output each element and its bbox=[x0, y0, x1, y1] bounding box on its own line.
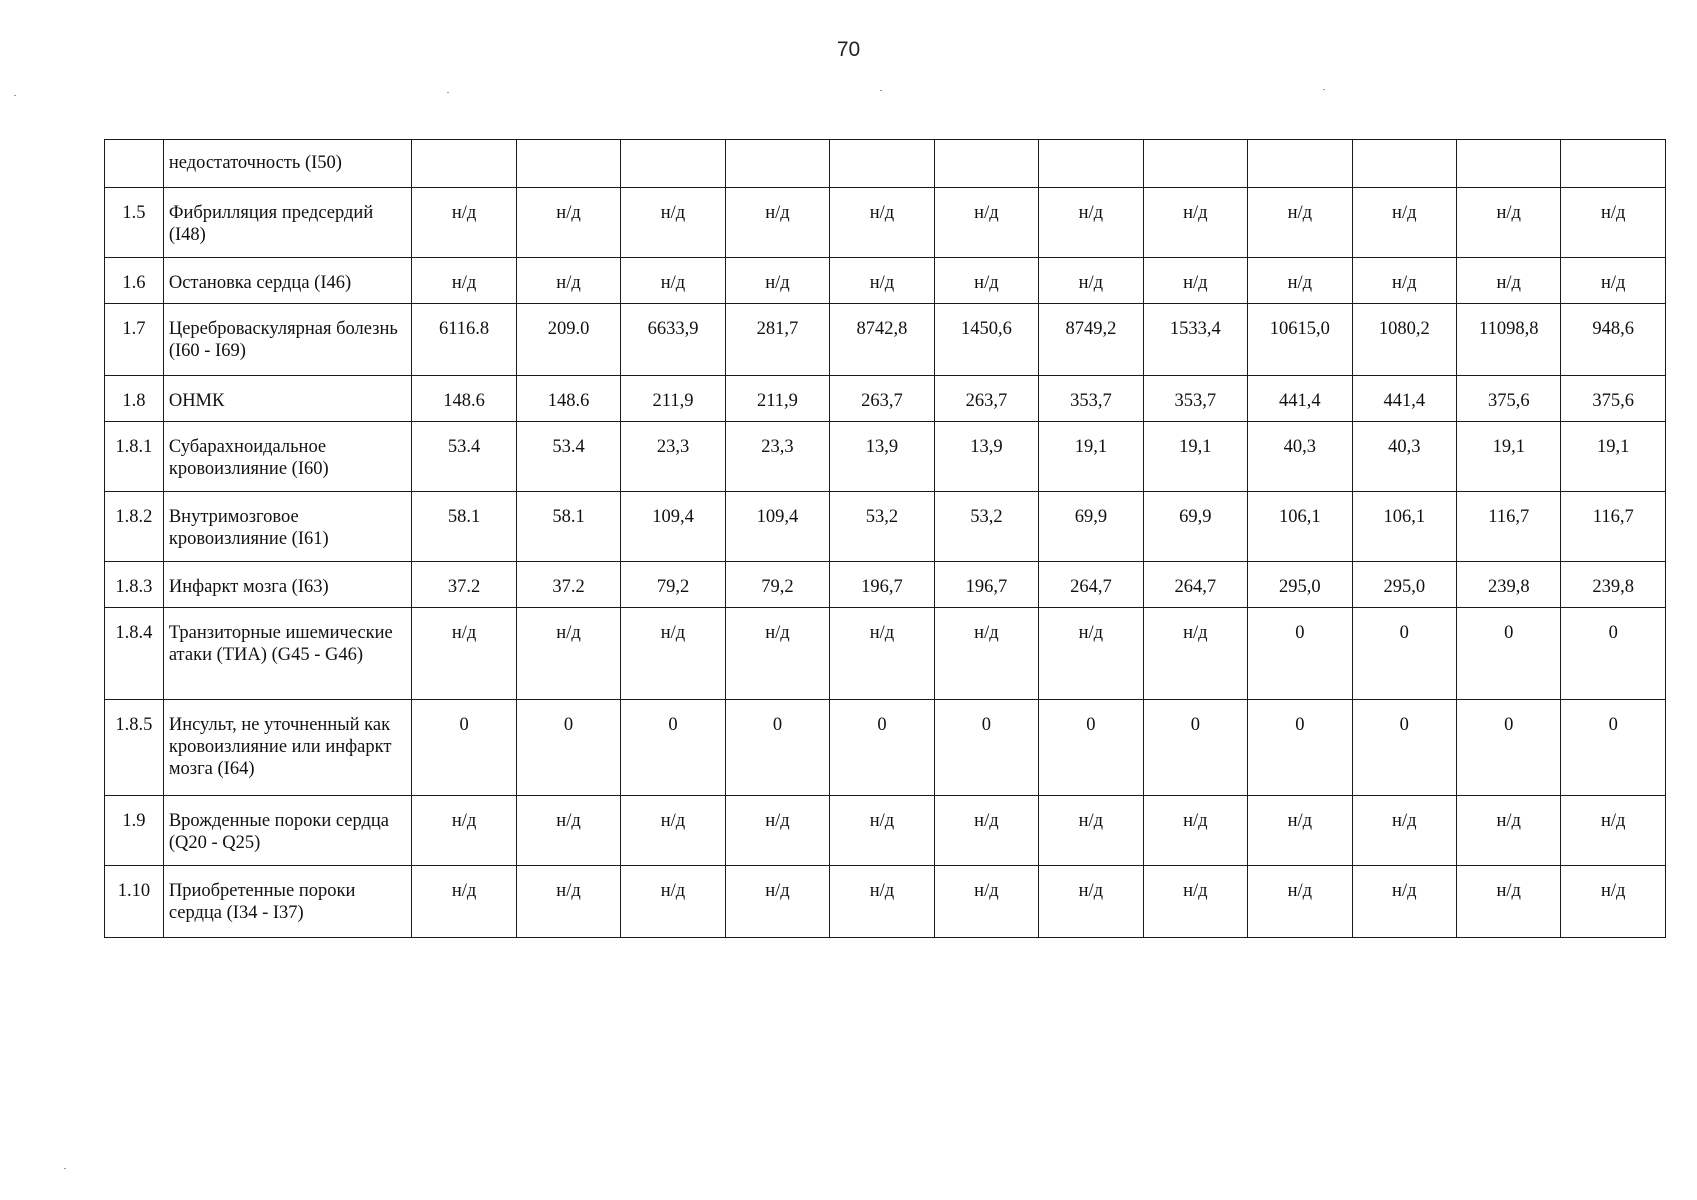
value-cell: н/д bbox=[934, 188, 1038, 258]
value-cell: 19,1 bbox=[1457, 422, 1561, 492]
scan-speck bbox=[1323, 89, 1325, 90]
value-cell: 53,2 bbox=[934, 492, 1038, 562]
value-cell: 0 bbox=[1248, 700, 1352, 796]
row-name: Врожденные пороки сердца (Q20 - Q25) bbox=[163, 796, 412, 866]
value-cell: н/д bbox=[1039, 796, 1143, 866]
row-name: Цереброваскулярная болезнь (I60 - I69) bbox=[163, 304, 412, 376]
value-cell: н/д bbox=[1457, 258, 1561, 304]
value-cell bbox=[621, 140, 725, 188]
value-cell: 264,7 bbox=[1143, 562, 1247, 608]
value-cell: н/д bbox=[412, 188, 516, 258]
value-cell: н/д bbox=[725, 608, 829, 700]
value-cell: 106,1 bbox=[1248, 492, 1352, 562]
value-cell: н/д bbox=[1561, 258, 1666, 304]
table-row bbox=[105, 304, 1666, 376]
value-cell: н/д bbox=[412, 796, 516, 866]
value-cell: н/д bbox=[1039, 258, 1143, 304]
table-row bbox=[105, 608, 1666, 700]
value-cell: н/д bbox=[621, 258, 725, 304]
value-cell bbox=[1352, 140, 1456, 188]
value-cell: 0 bbox=[1457, 700, 1561, 796]
value-cell: 295,0 bbox=[1352, 562, 1456, 608]
value-cell: 0 bbox=[621, 700, 725, 796]
value-cell: н/д bbox=[621, 608, 725, 700]
value-cell: 0 bbox=[934, 700, 1038, 796]
row-code: 1.8.3 bbox=[105, 562, 164, 608]
value-cell: н/д bbox=[621, 866, 725, 938]
value-cell: 0 bbox=[1457, 608, 1561, 700]
scan-speck bbox=[14, 95, 16, 96]
value-cell: 0 bbox=[1248, 608, 1352, 700]
value-cell: 441,4 bbox=[1352, 376, 1456, 422]
value-cell: 441,4 bbox=[1248, 376, 1352, 422]
value-cell: 0 bbox=[1352, 700, 1456, 796]
value-cell: н/д bbox=[516, 188, 620, 258]
value-cell: н/д bbox=[1561, 796, 1666, 866]
value-cell: 196,7 bbox=[830, 562, 934, 608]
value-cell: н/д bbox=[1352, 866, 1456, 938]
value-cell: н/д bbox=[1457, 796, 1561, 866]
value-cell: 37.2 bbox=[516, 562, 620, 608]
value-cell: н/д bbox=[1352, 188, 1456, 258]
value-cell: 375,6 bbox=[1561, 376, 1666, 422]
value-cell: 23,3 bbox=[725, 422, 829, 492]
table-row bbox=[105, 188, 1666, 258]
value-cell: н/д bbox=[1352, 796, 1456, 866]
value-cell: н/д bbox=[621, 796, 725, 866]
value-cell bbox=[830, 140, 934, 188]
value-cell: 37.2 bbox=[412, 562, 516, 608]
value-cell: 109,4 bbox=[621, 492, 725, 562]
value-cell: 53.4 bbox=[516, 422, 620, 492]
value-cell: 0 bbox=[725, 700, 829, 796]
value-cell: 8749,2 bbox=[1039, 304, 1143, 376]
row-name: Инсульт, не уточненный как кровоизлияние или инфаркт мозга (I64) bbox=[163, 700, 412, 796]
row-code: 1.8 bbox=[105, 376, 164, 422]
row-code bbox=[105, 140, 164, 188]
value-cell: 264,7 bbox=[1039, 562, 1143, 608]
value-cell: н/д bbox=[1561, 188, 1666, 258]
value-cell: 53,2 bbox=[830, 492, 934, 562]
value-cell: 1450,6 bbox=[934, 304, 1038, 376]
value-cell: н/д bbox=[412, 608, 516, 700]
value-cell: н/д bbox=[725, 188, 829, 258]
value-cell: н/д bbox=[1248, 188, 1352, 258]
value-cell: 263,7 bbox=[934, 376, 1038, 422]
row-code: 1.8.2 bbox=[105, 492, 164, 562]
value-cell bbox=[1039, 140, 1143, 188]
value-cell: 69,9 bbox=[1143, 492, 1247, 562]
value-cell: 375,6 bbox=[1457, 376, 1561, 422]
value-cell: 295,0 bbox=[1248, 562, 1352, 608]
value-cell: н/д bbox=[830, 258, 934, 304]
row-name: Остановка сердца (I46) bbox=[163, 258, 412, 304]
value-cell: 19,1 bbox=[1039, 422, 1143, 492]
value-cell: н/д bbox=[934, 796, 1038, 866]
value-cell: н/д bbox=[1561, 866, 1666, 938]
scan-speck bbox=[64, 1168, 66, 1169]
value-cell: н/д bbox=[1143, 866, 1247, 938]
scan-speck bbox=[880, 90, 882, 91]
table-body bbox=[105, 140, 1666, 938]
row-code: 1.5 bbox=[105, 188, 164, 258]
value-cell: н/д bbox=[412, 866, 516, 938]
value-cell: 116,7 bbox=[1457, 492, 1561, 562]
value-cell: 1533,4 bbox=[1143, 304, 1247, 376]
value-cell: 13,9 bbox=[830, 422, 934, 492]
value-cell: н/д bbox=[1143, 258, 1247, 304]
table-row bbox=[105, 422, 1666, 492]
value-cell: 79,2 bbox=[725, 562, 829, 608]
scan-speck bbox=[447, 92, 449, 93]
table-row bbox=[105, 258, 1666, 304]
value-cell bbox=[934, 140, 1038, 188]
value-cell: н/д bbox=[1039, 188, 1143, 258]
value-cell: н/д bbox=[934, 866, 1038, 938]
row-code: 1.6 bbox=[105, 258, 164, 304]
value-cell: 0 bbox=[830, 700, 934, 796]
value-cell: 211,9 bbox=[621, 376, 725, 422]
value-cell: н/д bbox=[412, 258, 516, 304]
value-cell bbox=[1457, 140, 1561, 188]
value-cell: 148.6 bbox=[412, 376, 516, 422]
value-cell: н/д bbox=[516, 866, 620, 938]
value-cell: 148.6 bbox=[516, 376, 620, 422]
value-cell: 53.4 bbox=[412, 422, 516, 492]
value-cell: 19,1 bbox=[1143, 422, 1247, 492]
value-cell: н/д bbox=[1143, 608, 1247, 700]
value-cell: 10615,0 bbox=[1248, 304, 1352, 376]
value-cell: 239,8 bbox=[1457, 562, 1561, 608]
value-cell: н/д bbox=[725, 866, 829, 938]
value-cell: н/д bbox=[1457, 866, 1561, 938]
value-cell: 40,3 bbox=[1248, 422, 1352, 492]
value-cell bbox=[1248, 140, 1352, 188]
value-cell: 211,9 bbox=[725, 376, 829, 422]
row-name: Субарахноидальное кровоизлияние (I60) bbox=[163, 422, 412, 492]
value-cell bbox=[516, 140, 620, 188]
morbidity-table bbox=[104, 139, 1666, 938]
row-name: Приобретенные пороки сердца (I34 - I37) bbox=[163, 866, 412, 938]
value-cell bbox=[725, 140, 829, 188]
value-cell: 281,7 bbox=[725, 304, 829, 376]
value-cell: 58.1 bbox=[412, 492, 516, 562]
value-cell: н/д bbox=[621, 188, 725, 258]
value-cell: 0 bbox=[516, 700, 620, 796]
value-cell: н/д bbox=[1248, 258, 1352, 304]
value-cell: н/д bbox=[1143, 796, 1247, 866]
value-cell: 209.0 bbox=[516, 304, 620, 376]
row-name: ОНМК bbox=[163, 376, 412, 422]
value-cell: 13,9 bbox=[934, 422, 1038, 492]
value-cell: 0 bbox=[1039, 700, 1143, 796]
table-row bbox=[105, 492, 1666, 562]
value-cell: 6116.8 bbox=[412, 304, 516, 376]
value-cell: н/д bbox=[1248, 866, 1352, 938]
table-row bbox=[105, 700, 1666, 796]
value-cell: 0 bbox=[412, 700, 516, 796]
value-cell: н/д bbox=[516, 258, 620, 304]
value-cell: н/д bbox=[1039, 866, 1143, 938]
value-cell: 6633,9 bbox=[621, 304, 725, 376]
value-cell: 353,7 bbox=[1143, 376, 1247, 422]
table-row bbox=[105, 796, 1666, 866]
value-cell: н/д bbox=[516, 796, 620, 866]
value-cell: 353,7 bbox=[1039, 376, 1143, 422]
value-cell: 0 bbox=[1352, 608, 1456, 700]
value-cell: 0 bbox=[1143, 700, 1247, 796]
value-cell bbox=[1143, 140, 1247, 188]
value-cell: н/д bbox=[725, 796, 829, 866]
value-cell: н/д bbox=[934, 608, 1038, 700]
value-cell: 106,1 bbox=[1352, 492, 1456, 562]
value-cell: 0 bbox=[1561, 700, 1666, 796]
row-code: 1.9 bbox=[105, 796, 164, 866]
row-name: Фибрилляция предсердий (I48) bbox=[163, 188, 412, 258]
row-name: Инфаркт мозга (I63) bbox=[163, 562, 412, 608]
table-row bbox=[105, 376, 1666, 422]
value-cell: 19,1 bbox=[1561, 422, 1666, 492]
value-cell: 40,3 bbox=[1352, 422, 1456, 492]
value-cell: 58.1 bbox=[516, 492, 620, 562]
value-cell: н/д bbox=[516, 608, 620, 700]
value-cell: н/д bbox=[1143, 188, 1247, 258]
value-cell bbox=[1561, 140, 1666, 188]
row-code: 1.8.1 bbox=[105, 422, 164, 492]
value-cell: н/д bbox=[725, 258, 829, 304]
value-cell: н/д bbox=[830, 188, 934, 258]
value-cell: 239,8 bbox=[1561, 562, 1666, 608]
value-cell: 1080,2 bbox=[1352, 304, 1456, 376]
value-cell bbox=[412, 140, 516, 188]
value-cell: 0 bbox=[1561, 608, 1666, 700]
row-code: 1.10 bbox=[105, 866, 164, 938]
row-code: 1.7 bbox=[105, 304, 164, 376]
row-name: Транзиторные ишемические атаки (ТИА) (G45 - G46) bbox=[163, 608, 412, 700]
value-cell: н/д bbox=[1457, 188, 1561, 258]
value-cell: 263,7 bbox=[830, 376, 934, 422]
value-cell: 69,9 bbox=[1039, 492, 1143, 562]
value-cell: н/д bbox=[1248, 796, 1352, 866]
row-name: Внутримозговое кровоизлияние (I61) bbox=[163, 492, 412, 562]
value-cell: н/д bbox=[830, 796, 934, 866]
value-cell: 79,2 bbox=[621, 562, 725, 608]
row-name: недостаточность (I50) bbox=[163, 140, 412, 188]
value-cell: 109,4 bbox=[725, 492, 829, 562]
table-row bbox=[105, 866, 1666, 938]
value-cell: 11098,8 bbox=[1457, 304, 1561, 376]
value-cell: н/д bbox=[830, 866, 934, 938]
value-cell: 196,7 bbox=[934, 562, 1038, 608]
page-number: 70 bbox=[836, 38, 861, 61]
value-cell: 8742,8 bbox=[830, 304, 934, 376]
value-cell: 23,3 bbox=[621, 422, 725, 492]
row-code: 1.8.5 bbox=[105, 700, 164, 796]
table-row bbox=[105, 140, 1666, 188]
value-cell: 116,7 bbox=[1561, 492, 1666, 562]
value-cell: н/д bbox=[830, 608, 934, 700]
value-cell: н/д bbox=[1039, 608, 1143, 700]
value-cell: н/д bbox=[934, 258, 1038, 304]
row-code: 1.8.4 bbox=[105, 608, 164, 700]
table-row bbox=[105, 562, 1666, 608]
value-cell: 948,6 bbox=[1561, 304, 1666, 376]
value-cell: н/д bbox=[1352, 258, 1456, 304]
